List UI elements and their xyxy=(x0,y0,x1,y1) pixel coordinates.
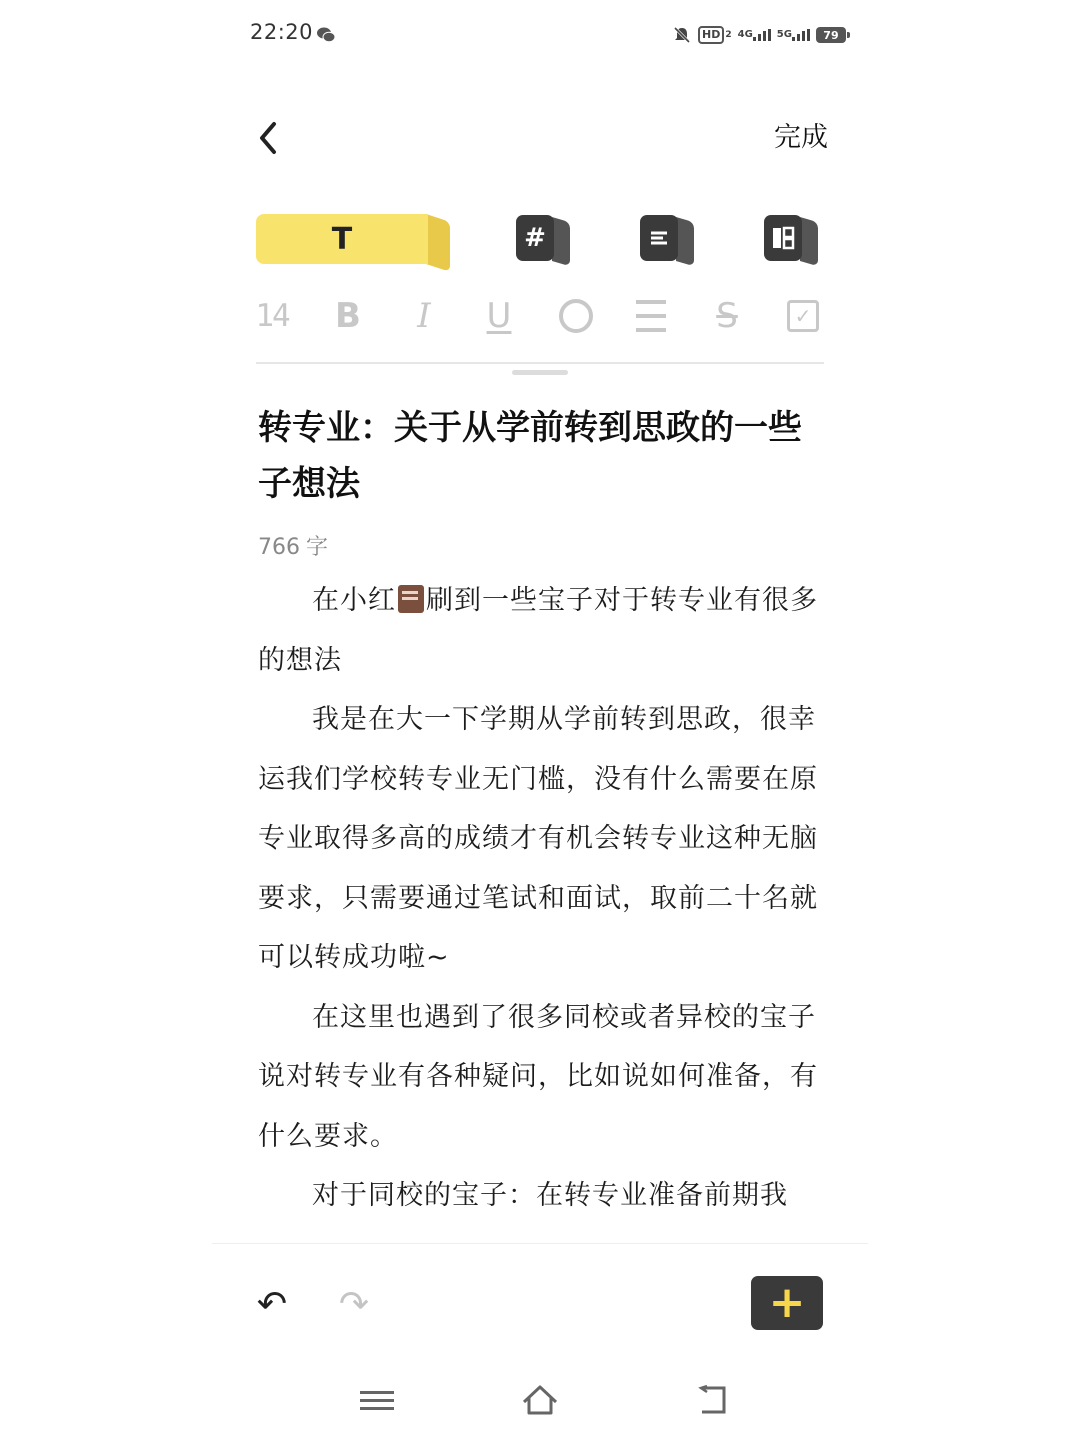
tab-text-label: T xyxy=(256,214,428,264)
paragraph: 对于同校的宝子：在转专业准备前期我 xyxy=(312,1180,788,1211)
list-icon xyxy=(640,215,678,261)
document-body[interactable] xyxy=(258,571,824,1241)
underline-button[interactable]: U xyxy=(486,296,512,336)
text-color-button[interactable] xyxy=(554,294,598,338)
checkbox-button[interactable] xyxy=(781,294,825,338)
status-icons xyxy=(672,22,846,48)
word-count: 766 字 xyxy=(258,535,329,560)
undo-button[interactable] xyxy=(252,1284,292,1324)
back-arrow-icon[interactable] xyxy=(254,118,284,158)
signal-icon: 4G xyxy=(738,29,771,41)
bold-button[interactable]: B xyxy=(335,296,361,336)
tab-layout[interactable] xyxy=(764,215,820,265)
paragraph: 在小红 刷到一些宝子对于转专业有很多的想法 xyxy=(258,585,818,676)
drag-handle[interactable] xyxy=(512,370,568,375)
hd-badge: HD 2 xyxy=(698,26,732,44)
menu-icon[interactable] xyxy=(360,1386,394,1416)
mute-icon xyxy=(672,25,692,45)
bottom-divider xyxy=(212,1243,868,1244)
align-button[interactable] xyxy=(629,294,673,338)
plus-icon: + xyxy=(768,1277,806,1328)
home-icon[interactable] xyxy=(520,1382,560,1418)
strikethrough-button[interactable]: S xyxy=(716,296,738,336)
battery-icon: 79 xyxy=(816,27,846,43)
signal-icon: 5G xyxy=(777,29,810,41)
status-time: 22:20 xyxy=(250,20,314,44)
add-button[interactable] xyxy=(751,1276,823,1330)
undo-icon: ↶ xyxy=(256,1283,288,1325)
hashtag-icon: # xyxy=(516,215,554,261)
italic-button[interactable]: I xyxy=(417,296,431,336)
align-icon xyxy=(636,300,666,304)
redo-button[interactable] xyxy=(334,1284,374,1324)
document-title[interactable]: 转专业：关于从学前转到思政的一些子想法 xyxy=(258,408,802,504)
book-emoji-icon xyxy=(398,585,424,613)
toolbar-divider xyxy=(256,362,824,364)
redo-icon: ↷ xyxy=(338,1283,370,1325)
font-size-button[interactable]: 14 xyxy=(255,298,289,334)
layout-icon xyxy=(764,215,802,261)
circle-icon xyxy=(559,299,593,333)
system-back-icon[interactable] xyxy=(694,1384,730,1416)
wechat-icon xyxy=(316,26,336,44)
tab-hashtag[interactable] xyxy=(516,215,572,265)
paragraph: 我是在大一下学期从学前转到思政，很幸运我们学校转专业无门槛，没有什么需要在原专业取得多高的成绩才有机会转专业这种无脑要求，只需要通过笔试和面试，取前二十名就可以转成功啦~ xyxy=(258,704,818,973)
tab-text[interactable] xyxy=(256,214,452,268)
done-button[interactable]: 完成 xyxy=(774,122,828,153)
paragraph: 在这里也遇到了很多同校或者异校的宝子说对转专业有各种疑问，比如说如何准备，有什么要求。 xyxy=(258,1001,818,1152)
checkbox-icon: ✓ xyxy=(787,300,819,332)
tab-list[interactable] xyxy=(640,215,696,265)
